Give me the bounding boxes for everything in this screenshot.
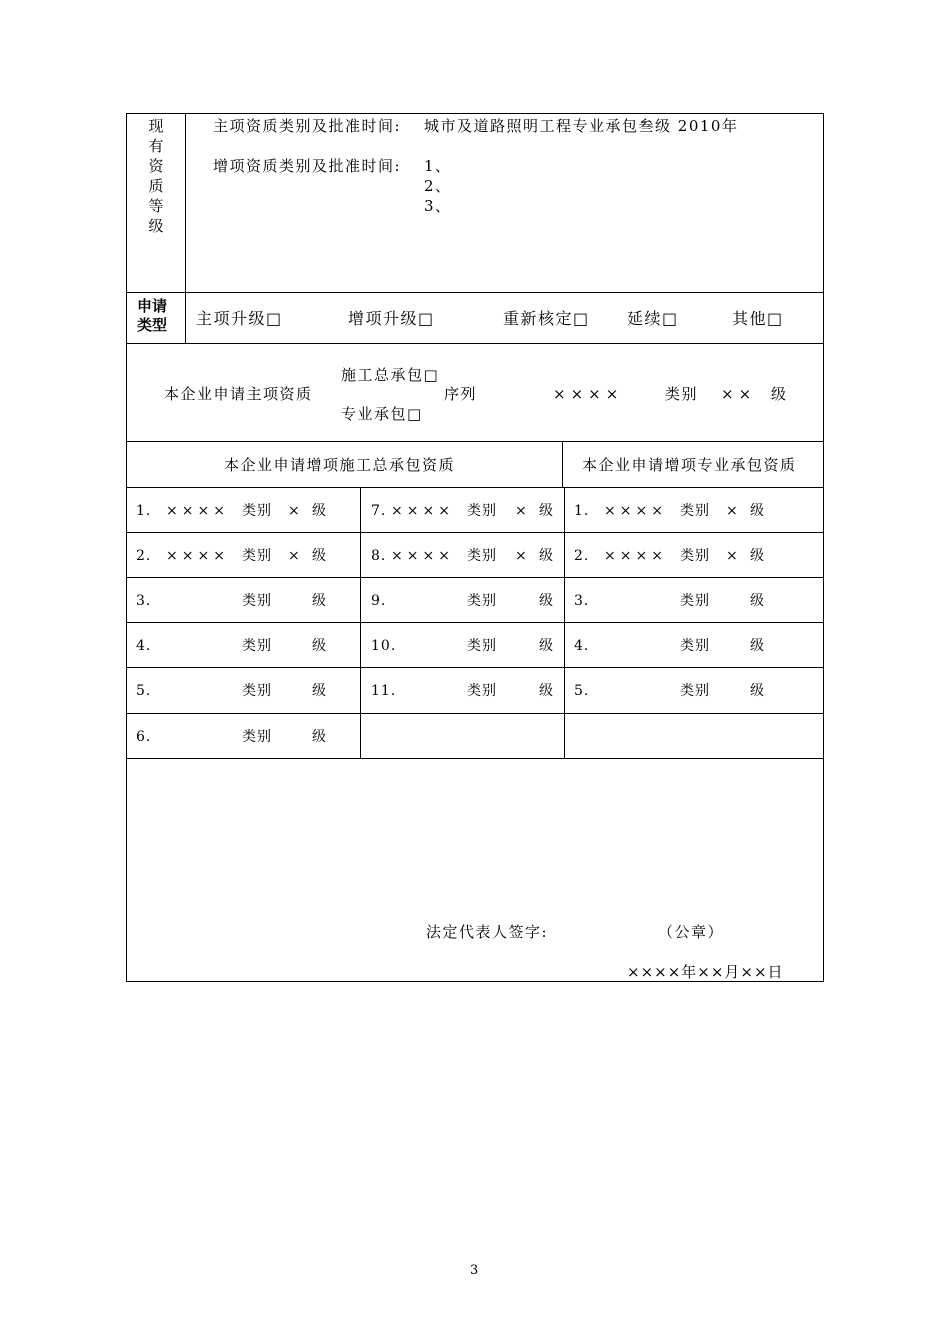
item-category-label: 类别 bbox=[242, 548, 272, 564]
divider bbox=[126, 532, 824, 533]
main-application-label: 本企业申请主项资质 bbox=[164, 385, 313, 403]
legal-representative-signature-label: 法定代表人签字: bbox=[426, 923, 549, 941]
divider bbox=[126, 758, 824, 759]
item-category-label: 类别 bbox=[242, 593, 272, 609]
item-sequence: ×××× bbox=[604, 548, 667, 564]
item-grade-label: 级 bbox=[750, 548, 765, 564]
item-category-label: 类别 bbox=[242, 638, 272, 654]
item-grade-label: 级 bbox=[539, 593, 554, 609]
general-contracting-header: 本企业申请增项施工总承包资质 bbox=[224, 456, 456, 474]
item-number: 10. bbox=[371, 638, 397, 654]
item-grade-label: 级 bbox=[539, 638, 554, 654]
special-contracting-header: 本企业申请增项专业承包资质 bbox=[582, 456, 797, 474]
divider bbox=[126, 713, 824, 714]
divider bbox=[126, 577, 824, 578]
main-qualification-label: 主项资质类别及批准时间: bbox=[213, 117, 402, 135]
item-grade-value: × bbox=[515, 503, 528, 519]
item-number: 7. bbox=[371, 503, 387, 519]
item-grade-label: 级 bbox=[539, 548, 554, 564]
item-grade-label: 级 bbox=[312, 548, 327, 564]
category-label: 类别 bbox=[665, 385, 699, 403]
item-number: 6. bbox=[136, 729, 152, 745]
item-category-label: 类别 bbox=[680, 683, 710, 699]
item-category-label: 类别 bbox=[680, 548, 710, 564]
item-grade-label: 级 bbox=[750, 593, 765, 609]
item-grade-value: × bbox=[726, 548, 739, 564]
item-category-label: 类别 bbox=[467, 638, 497, 654]
table-border-left bbox=[126, 113, 127, 982]
item-number: 5. bbox=[574, 683, 590, 699]
item-number: 11. bbox=[371, 683, 397, 699]
divider bbox=[360, 487, 361, 758]
sequence-value: ×××× bbox=[553, 385, 624, 403]
table-border-right bbox=[823, 113, 824, 982]
sequence-label: 序列 bbox=[444, 385, 478, 403]
item-category-label: 类别 bbox=[680, 503, 710, 519]
table-border-bottom bbox=[126, 981, 824, 982]
item-grade-label: 级 bbox=[312, 503, 327, 519]
item-grade-label: 级 bbox=[312, 638, 327, 654]
divider bbox=[126, 441, 824, 442]
option-additional-upgrade[interactable]: 增项升级□ bbox=[348, 309, 435, 328]
item-grade-label: 级 bbox=[539, 683, 554, 699]
official-seal-label: （公章） bbox=[658, 923, 725, 941]
item-number: 4. bbox=[136, 638, 152, 654]
option-reassessment[interactable]: 重新核定□ bbox=[503, 309, 590, 328]
item-category-label: 类别 bbox=[242, 729, 272, 745]
item-category-label: 类别 bbox=[242, 503, 272, 519]
main-qualification-value: 城市及道路照明工程专业承包叁级 2010年 bbox=[424, 117, 739, 135]
option-main-upgrade[interactable]: 主项升级□ bbox=[196, 309, 283, 328]
page-number: 3 bbox=[470, 1263, 480, 1278]
item-grade-label: 级 bbox=[539, 503, 554, 519]
option-other[interactable]: 其他□ bbox=[732, 309, 784, 328]
divider bbox=[185, 113, 186, 343]
application-type-side-label: 类型 bbox=[137, 316, 168, 334]
option-general-contracting[interactable]: 施工总承包□ bbox=[341, 366, 440, 384]
item-number: 8. bbox=[371, 548, 387, 564]
item-number: 1. bbox=[574, 503, 590, 519]
signature-date: ××××年××月××日 bbox=[627, 963, 784, 981]
item-grade-label: 级 bbox=[312, 729, 327, 745]
additional-qualification-item: 1、 bbox=[424, 157, 452, 175]
additional-qualification-item: 2、 bbox=[424, 177, 452, 195]
grade-label: 级 bbox=[771, 385, 788, 403]
application-type-side-label: 申请 bbox=[137, 297, 168, 315]
item-grade-label: 级 bbox=[312, 593, 327, 609]
item-sequence: ×××× bbox=[166, 503, 229, 519]
item-sequence: ×××× bbox=[166, 548, 229, 564]
divider bbox=[126, 487, 824, 488]
item-number: 3. bbox=[574, 593, 590, 609]
divider bbox=[126, 343, 824, 344]
divider bbox=[126, 292, 824, 293]
additional-qualification-item: 3、 bbox=[424, 197, 452, 215]
option-extension[interactable]: 延续□ bbox=[627, 309, 679, 328]
item-grade-value: × bbox=[515, 548, 528, 564]
item-category-label: 类别 bbox=[467, 683, 497, 699]
item-grade-value: × bbox=[288, 503, 301, 519]
item-number: 2. bbox=[574, 548, 590, 564]
item-grade-label: 级 bbox=[750, 503, 765, 519]
divider bbox=[562, 441, 563, 487]
item-grade-label: 级 bbox=[312, 683, 327, 699]
item-category-label: 类别 bbox=[467, 593, 497, 609]
additional-qualification-label: 增项资质类别及批准时间: bbox=[213, 157, 402, 175]
divider bbox=[126, 667, 824, 668]
item-number: 2. bbox=[136, 548, 152, 564]
item-number: 9. bbox=[371, 593, 387, 609]
item-category-label: 类别 bbox=[680, 593, 710, 609]
current-qualification-side-label: 现 有 资 质 等 级 bbox=[148, 117, 164, 235]
item-sequence: ×××× bbox=[391, 548, 454, 564]
item-category-label: 类别 bbox=[242, 683, 272, 699]
item-category-label: 类别 bbox=[680, 638, 710, 654]
item-number: 5. bbox=[136, 683, 152, 699]
item-number: 4. bbox=[574, 638, 590, 654]
item-grade-value: × bbox=[288, 548, 301, 564]
item-sequence: ×××× bbox=[391, 503, 454, 519]
item-number: 3. bbox=[136, 593, 152, 609]
item-category-label: 类别 bbox=[467, 503, 497, 519]
item-grade-value: × bbox=[726, 503, 739, 519]
item-number: 1. bbox=[136, 503, 152, 519]
divider bbox=[126, 622, 824, 623]
divider bbox=[564, 487, 565, 758]
item-grade-label: 级 bbox=[750, 638, 765, 654]
option-special-contracting[interactable]: 专业承包□ bbox=[341, 405, 423, 423]
item-sequence: ×××× bbox=[604, 503, 667, 519]
grade-value: ×× bbox=[721, 385, 757, 403]
item-grade-label: 级 bbox=[750, 683, 765, 699]
item-category-label: 类别 bbox=[467, 548, 497, 564]
table-border-top bbox=[126, 113, 824, 114]
